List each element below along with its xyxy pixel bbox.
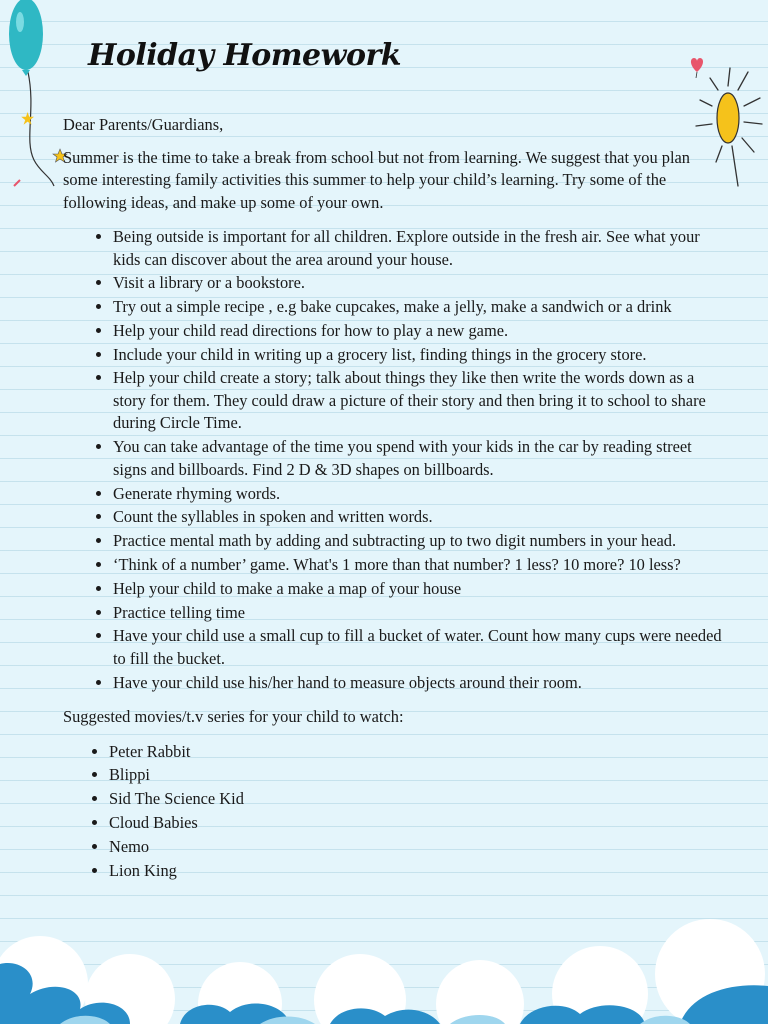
list-item: • Generate rhyming words. [113, 483, 723, 506]
list-item: • Being outside is important for all children. Explore outside in the fresh air. See what your kids can discover about the area around your house. [113, 226, 723, 271]
salutation: Dear Parents/Guardians, [63, 115, 224, 134]
list-item: • Have your child use a small cup to fill a bucket of water. Count how many cups were needed to fill the bucket. [113, 625, 723, 670]
list-item: • Sid The Science Kid [109, 788, 723, 811]
list-item: • Include your child in writing up a grocery list, finding things in the grocery store. [113, 344, 723, 367]
list-item: • You can take advantage of the time you spend with your kids in the car by reading street signs and billboards. Find 2 D & 3D shapes on billboards. [113, 436, 723, 481]
list-item: • Count the syllables in spoken and written words. [113, 506, 723, 529]
page-title: Holiday Homework [88, 38, 402, 73]
list-item: • Practice mental math by adding and subtracting up to two digit numbers in your head. [113, 530, 723, 553]
movies-list [63, 741, 723, 882]
list-item: • Lion King [109, 860, 723, 883]
cloud-border [0, 904, 768, 1024]
list-item: • Help your child to make a make a map of your house [113, 578, 723, 601]
list-item: • Have your child use his/her hand to measure objects around their room. [113, 672, 723, 695]
list-item: • Try out a simple recipe , e.g bake cupcakes, make a jelly, make a sandwich or a drink [113, 296, 723, 319]
intro-paragraph: Summer is the time to take a break from school but not from learning. We suggest that you plan some interesting family activities this summer to help your child’s learning. Try some of the following ideas, and make up some of your own. [63, 147, 691, 212]
list-item: • Practice telling time [113, 602, 723, 625]
list-item: • ‘Think of a number’ game. What's 1 more than that number? 1 less? 10 more? 10 less? [113, 554, 723, 577]
ideas-list [63, 226, 723, 694]
movies-heading: Suggested movies/t.v series for your child to watch: [63, 707, 404, 727]
list-item: • Help your child create a story; talk about things they like then write the words down as a story for them. They could draw a picture of their story and then bring it to school to share during Circle Time. [113, 367, 723, 435]
list-item: • Help your child read directions for how to play a new game. [113, 320, 723, 343]
list-item: • Blippi [109, 764, 723, 787]
list-item: • Peter Rabbit [109, 741, 723, 764]
list-item: • Cloud Babies [109, 812, 723, 835]
balloon-icon [6, 0, 66, 195]
letter-body [63, 114, 723, 883]
list-item: • Nemo [109, 836, 723, 859]
list-item: • Visit a library or a bookstore. [113, 272, 723, 295]
